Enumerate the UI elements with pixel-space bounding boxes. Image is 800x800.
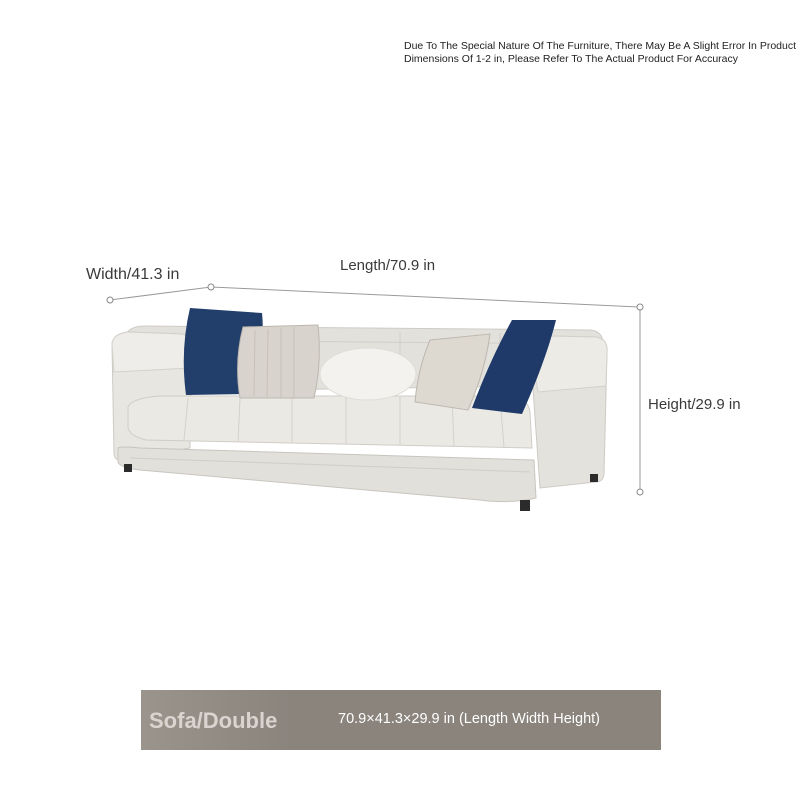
fur-pillow	[320, 348, 416, 400]
width-dimension-line	[110, 287, 211, 300]
dimension-endpoint	[637, 489, 643, 495]
sofa-foot	[590, 474, 598, 482]
dimension-banner	[141, 690, 661, 750]
banner-dimensions: 70.9×41.3×29.9 in (Length Width Height)	[338, 711, 600, 727]
dimension-endpoint	[107, 297, 113, 303]
length-dimension-line	[211, 287, 640, 307]
disclaimer-text: Due To The Special Nature Of The Furniture, There May Be A Slight Error In Product Dimensions Of 1-2 in, Please Refer To The Actual Product For Accuracy	[404, 40, 797, 65]
width-label: Width/41.3 in	[86, 266, 180, 283]
height-label: Height/29.9 in	[648, 396, 741, 413]
sofa-image	[112, 308, 607, 511]
striped-pillow-left	[238, 325, 320, 398]
sofa-foot	[520, 500, 530, 511]
length-label: Length/70.9 in	[340, 257, 436, 274]
dimension-endpoint	[208, 284, 214, 290]
dimension-endpoint	[637, 304, 643, 310]
banner-title: Sofa/Double	[149, 708, 278, 733]
sofa-foot	[124, 464, 132, 472]
